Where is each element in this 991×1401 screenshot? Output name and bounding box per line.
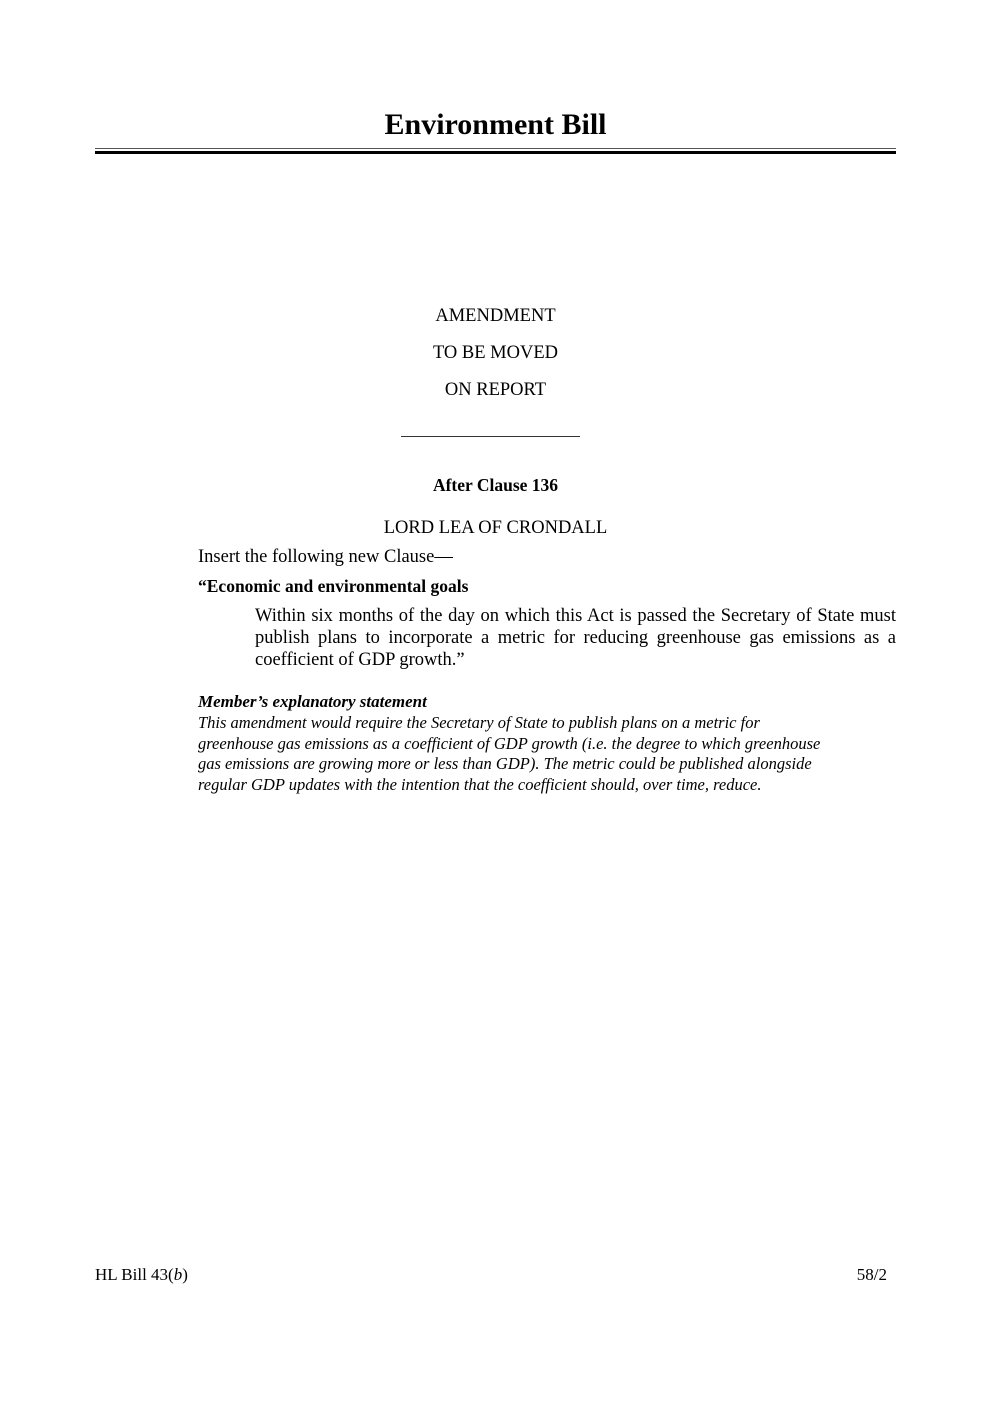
- explanatory-line: This amendment would require the Secretary of State to publish plans on a metric for: [198, 713, 760, 732]
- title-rule-thick: [95, 151, 896, 154]
- new-clause-title: “Economic and environmental goals: [198, 576, 469, 596]
- title-rule-thin: [95, 148, 896, 149]
- member-name: LORD LEA OF CRONDALL: [383, 518, 608, 538]
- section-divider: [401, 436, 580, 437]
- clause-location: After Clause 136: [432, 475, 559, 495]
- explanatory-line: regular GDP updates with the intention that the coefficient should, over time, reduce.: [198, 774, 762, 794]
- bill-reference-letter: b: [173, 1265, 183, 1284]
- explanatory-line: gas emissions are growing more or less than GDP). The metric could be published alongside: [198, 754, 812, 773]
- heading-on-report: ON REPORT: [444, 380, 547, 400]
- heading-to-be-moved: TO BE MOVED: [432, 343, 559, 363]
- bill-reference: [95, 1265, 188, 1285]
- page-reference: 58/2: [856, 1265, 887, 1284]
- document-title: Environment Bill: [384, 108, 607, 141]
- explanatory-heading: Member’s explanatory statement: [198, 692, 427, 711]
- bill-reference-prefix: HL Bill 43(: [95, 1265, 174, 1284]
- new-clause-text: Within six months of the day on which this Act is passed the Secretary of State must publish plans to incorporate a metric for reducing greenhouse gas emissions as a coefficient of GDP growth.”: [255, 606, 896, 670]
- explanatory-line: greenhouse gas emissions as a coefficient of GDP growth (i.e. the degree to which greenhouse: [198, 733, 821, 753]
- bill-reference-suffix: ): [182, 1265, 188, 1284]
- insert-instruction: Insert the following new Clause—: [198, 547, 453, 567]
- heading-amendment: AMENDMENT: [435, 306, 556, 326]
- explanatory-statement: [198, 713, 898, 795]
